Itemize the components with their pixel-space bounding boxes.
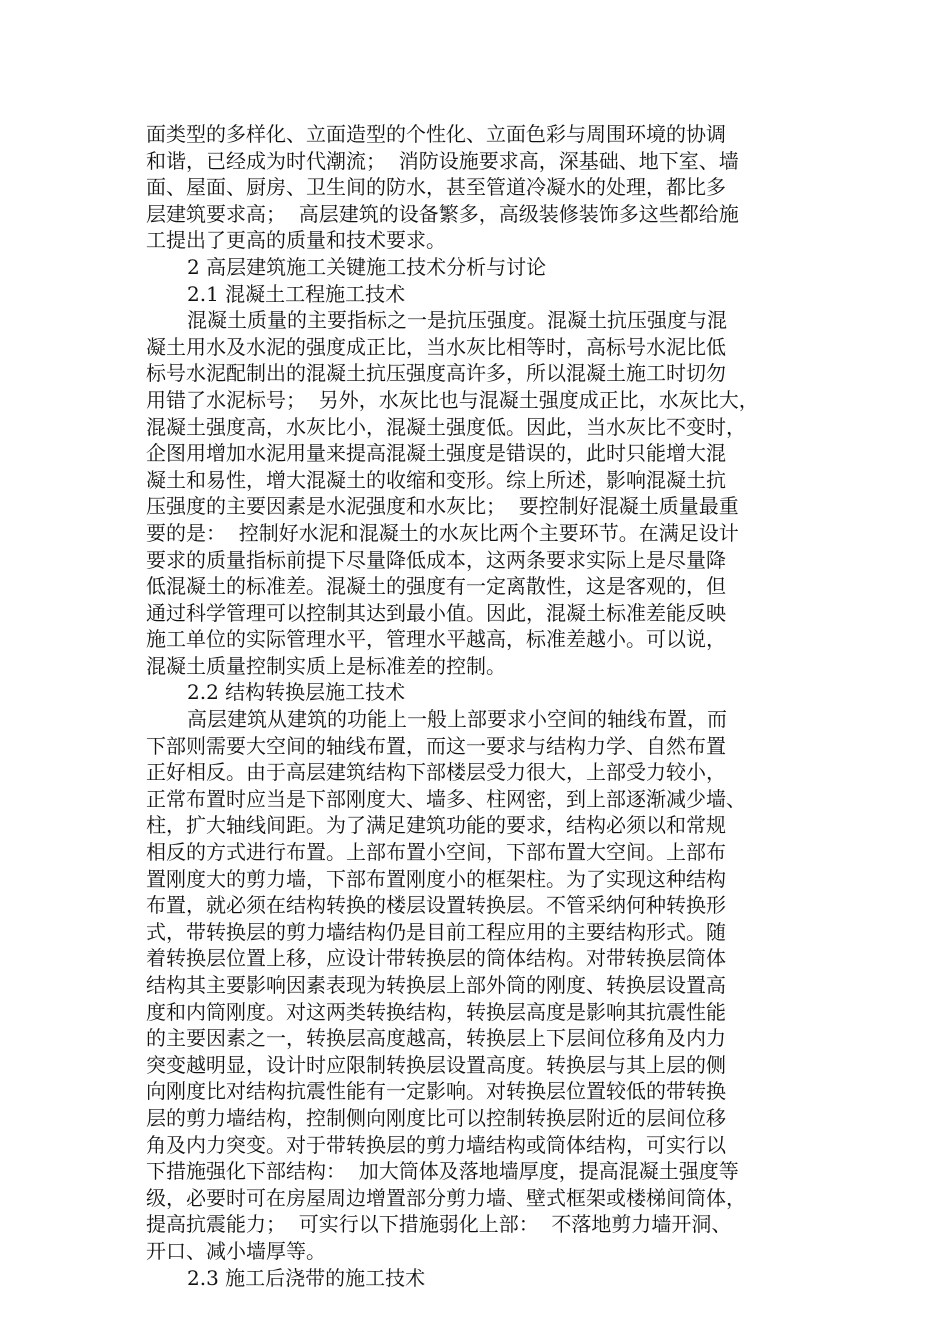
text-line: 要的是： 控制好水泥和混凝土的水灰比两个主要环节。在满足设计 [146,520,739,545]
section-2-2-heading: 2.2 结构转换层施工技术 [187,680,406,705]
text-line: 正好相反。由于高层建筑结构下部楼层受力很大，上部受力较小， [146,760,726,785]
text-line: 工提出了更高的质量和技术要求。 [146,228,446,253]
text-line: 向刚度比对结构抗震性能有一定影响。对转换层位置较低的带转换 [146,1079,726,1104]
text-line: 高层建筑从建筑的功能上一般上部要求小空间的轴线布置，而 [187,707,727,732]
text-line: 凝土和易性，增大混凝土的收缩和变形。综上所述，影响混凝土抗 [146,467,726,492]
text-line: 层的剪力墙结构，控制侧向刚度比可以控制转换层附近的层间位移 [146,1105,726,1130]
text-line: 要求的质量指标前提下尽量降低成本，这两条要求实际上是尽量降 [146,547,726,572]
text-line: 布置，就必须在结构转换的楼层设置转换层。不管采纳何种转换形 [146,893,726,918]
text-line: 面类型的多样化、立面造型的个性化、立面色彩与周围环境的协调 [146,122,726,146]
text-line: 面、屋面、厨房、卫生间的防水，甚至管道冷凝水的处理，都比多 [146,175,726,200]
text-line: 着转换层位置上移，应设计带转换层的筒体结构。对带转换层筒体 [146,946,726,971]
text-line: 柱，扩大轴线间距。为了满足建筑功能的要求，结构必须以和常规 [146,813,726,838]
text-line: 下部则需要大空间的轴线布置，而这一要求与结构力学、自然布置 [146,733,726,758]
text-line: 施工单位的实际管理水平，管理水平越高，标准差越小。可以说， [146,627,726,652]
text-line: 置刚度大的剪力墙，下部布置刚度小的框架柱。为了实现这种结构 [146,866,726,891]
intro-paragraph [146,121,812,254]
text-line: 的主要因素之一，转换层高度越高，转换层上下层间位移角及内力 [146,1026,726,1051]
text-line: 层建筑要求高； 高层建筑的设备繁多，高级装修装饰多这些都给施 [146,201,739,226]
text-line: 凝土用水及水泥的强度成正比，当水灰比相等时，高标号水泥比低 [146,334,726,359]
section-2-1-paragraph [146,307,812,679]
document-page [146,121,812,1291]
text-line: 度和内筒刚度。对这两类转换结构，转换层高度是影响其抗震性能 [146,999,726,1024]
text-line: 通过科学管理可以控制其达到最小值。因此，混凝土标准差能反映 [146,600,726,625]
section-2-heading: 2 高层建筑施工关键施工技术分析与讨论 [187,254,547,279]
text-line: 式，带转换层的剪力墙结构仍是目前工程应用的主要结构形式。随 [146,919,726,944]
text-line: 开口、减小墙厚等。 [146,1238,326,1263]
text-line: 混凝土强度高，水灰比小，混凝土强度低。因此，当水灰比不变时， [146,414,746,439]
text-line: 提高抗震能力； 可实行以下措施弱化上部： 不落地剪力墙开洞、 [146,1212,732,1237]
section-2-3-heading: 2.3 施工后浇带的施工技术 [187,1265,426,1290]
text-line: 和谐，已经成为时代潮流； 消防设施要求高，深基础、地下室、墙 [146,148,739,173]
text-line: 角及内力突变。对于带转换层的剪力墙结构或筒体结构，可实行以 [146,1132,726,1157]
section-2-2-paragraph [146,706,812,1264]
text-line: 结构其主要影响因素表现为转换层上部外筒的刚度、转换层设置高 [146,973,726,997]
text-line: 压强度的主要因素是水泥强度和水灰比； 要控制好混凝土质量最重 [146,494,739,519]
text-line: 下措施强化下部结构： 加大筒体及落地墙厚度，提高混凝土强度等 [146,1159,739,1184]
text-line: 标号水泥配制出的混凝土抗压强度高许多，所以混凝土施工时切勿 [146,361,726,386]
text-line: 混凝土质量的主要指标之一是抗压强度。混凝土抗压强度与混 [187,308,727,333]
text-line: 正常布置时应当是下部刚度大、墙多、柱网密，到上部逐渐减少墙、 [146,786,746,811]
text-line: 混凝土质量控制实质上是标准差的控制。 [146,653,506,678]
text-line: 突变越明显，设计时应限制转换层设置高度。转换层与其上层的侧 [146,1052,726,1077]
text-line: 级，必要时可在房屋周边增置部分剪力墙、壁式框架或楼梯间筒体， [146,1185,746,1210]
section-2-1-heading: 2.1 混凝土工程施工技术 [187,281,406,306]
text-line: 用错了水泥标号； 另外，水灰比也与混凝土强度成正比，水灰比大， [146,387,759,412]
text-line: 相反的方式进行布置。上部布置小空间，下部布置大空间。上部布 [146,840,726,865]
text-line: 低混凝土的标准差。混凝土的强度有一定离散性，这是客观的，但 [146,574,726,599]
text-line: 企图用增加水泥用量来提高混凝土强度是错误的，此时只能增大混 [146,441,726,466]
